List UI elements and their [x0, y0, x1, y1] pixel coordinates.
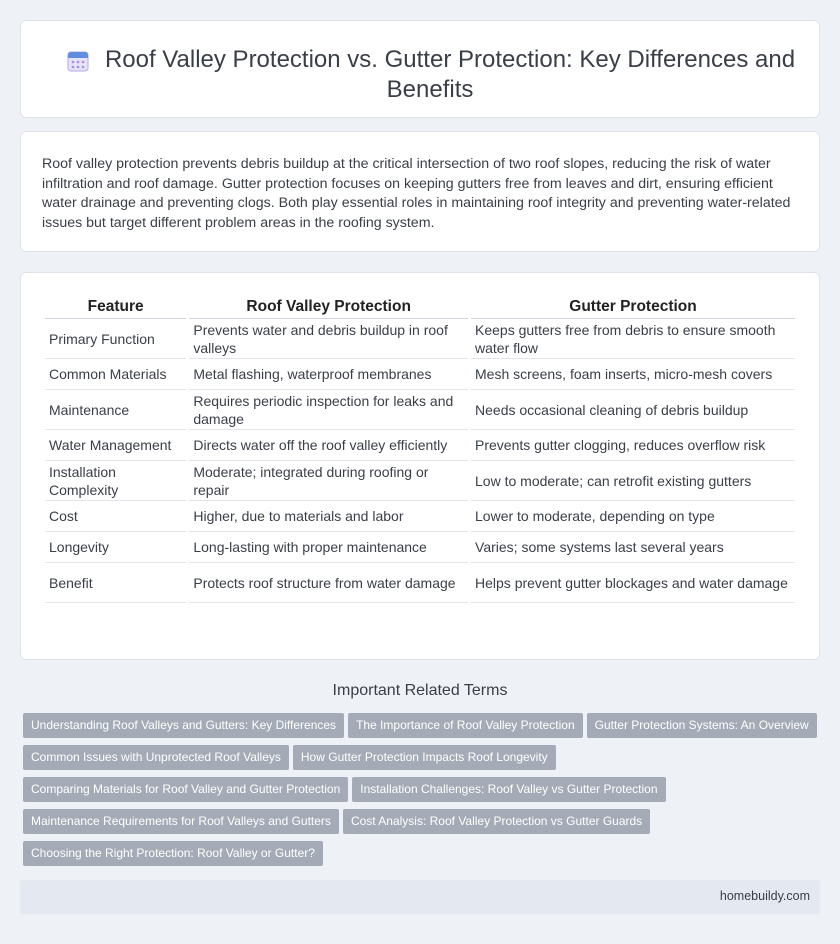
- row-gutter: Needs occasional cleaning of debris buildup: [471, 390, 795, 430]
- calendar-icon: [65, 48, 91, 74]
- header-feature: Feature: [45, 295, 186, 319]
- row-roof-valley: Requires periodic inspection for leaks and damage: [189, 390, 468, 430]
- row-feature: Longevity: [45, 532, 186, 563]
- intro-card: [20, 131, 820, 252]
- related-term-tag[interactable]: The Importance of Roof Valley Protection: [348, 713, 583, 738]
- row-gutter: Helps prevent gutter blockages and water damage: [471, 563, 795, 603]
- related-term-tag[interactable]: Choosing the Right Protection: Roof Valley or Gutter?: [23, 841, 323, 866]
- comparison-table: [42, 295, 798, 603]
- row-gutter: Keeps gutters free from debris to ensure smooth water flow: [471, 319, 795, 359]
- row-feature: Water Management: [45, 430, 186, 461]
- table-row: [45, 359, 795, 390]
- related-term-tag[interactable]: Common Issues with Unprotected Roof Valleys: [23, 745, 289, 770]
- row-feature: Maintenance: [45, 390, 186, 430]
- tag-row: [23, 809, 823, 841]
- row-roof-valley: Moderate; integrated during roofing or repair: [189, 461, 468, 501]
- title-wrap: [61, 45, 799, 105]
- table-card: [20, 272, 820, 660]
- row-roof-valley: Metal flashing, waterproof membranes: [189, 359, 468, 390]
- row-feature: Common Materials: [45, 359, 186, 390]
- intro-paragraph: Roof valley protection prevents debris buildup at the critical intersection of two roof slopes, reducing the risk of water infiltration and roof damage. Gutter protection focuses on keeping gutters free from leaves and dirt, ensuring efficient water drainage and preventing clogs. Both play essential roles in maintaining roof integrity and preventing water-related issues but target different problem areas in the roofing system.: [42, 156, 791, 231]
- related-term-tag[interactable]: Comparing Materials for Roof Valley and Gutter Protection: [23, 777, 348, 802]
- tag-row: [23, 745, 823, 777]
- row-roof-valley: Prevents water and debris buildup in roof valleys: [189, 319, 468, 359]
- row-roof-valley: Directs water off the roof valley efficiently: [189, 430, 468, 461]
- table-row: [45, 532, 795, 563]
- table-row: [45, 319, 795, 359]
- table-row: [45, 501, 795, 532]
- row-gutter: Prevents gutter clogging, reduces overflow risk: [471, 430, 795, 461]
- table-row: [45, 430, 795, 461]
- related-term-tag[interactable]: Maintenance Requirements for Roof Valleys and Gutters: [23, 809, 339, 834]
- related-term-tag[interactable]: Installation Challenges: Roof Valley vs Gutter Protection: [352, 777, 665, 802]
- related-terms-tags: [23, 713, 823, 873]
- row-roof-valley: Protects roof structure from water damage: [189, 563, 468, 603]
- table-row: [45, 461, 795, 501]
- table-row: [45, 563, 795, 603]
- row-gutter: Varies; some systems last several years: [471, 532, 795, 563]
- related-term-tag[interactable]: How Gutter Protection Impacts Roof Longevity: [293, 745, 556, 770]
- footer: [20, 880, 820, 914]
- related-term-tag[interactable]: Gutter Protection Systems: An Overview: [587, 713, 817, 738]
- row-roof-valley: Long-lasting with proper maintenance: [189, 532, 468, 563]
- row-roof-valley: Higher, due to materials and labor: [189, 501, 468, 532]
- header-gutter: Gutter Protection: [471, 295, 795, 319]
- row-gutter: Lower to moderate, depending on type: [471, 501, 795, 532]
- tag-row: [23, 777, 823, 809]
- row-feature: Primary Function: [45, 319, 186, 359]
- table-header-row: [45, 295, 795, 319]
- row-gutter: Low to moderate; can retrofit existing gutters: [471, 461, 795, 501]
- header-roof-valley: Roof Valley Protection: [189, 295, 468, 319]
- title-card: [20, 20, 820, 118]
- tag-row: [23, 713, 823, 745]
- row-feature: Cost: [45, 501, 186, 532]
- footer-site-link[interactable]: homebuildy.com: [719, 889, 810, 903]
- table-row: [45, 390, 795, 430]
- related-terms-title: Important Related Terms: [332, 682, 508, 699]
- row-gutter: Mesh screens, foam inserts, micro-mesh covers: [471, 359, 795, 390]
- row-feature: Installation Complexity: [45, 461, 186, 501]
- page-title: Roof Valley Protection vs. Gutter Protection: Key Differences and Benefits: [104, 46, 796, 103]
- related-term-tag[interactable]: Understanding Roof Valleys and Gutters: Key Differences: [23, 713, 344, 738]
- row-feature: Benefit: [45, 563, 186, 603]
- related-term-tag[interactable]: Cost Analysis: Roof Valley Protection vs Gutter Guards: [343, 809, 650, 834]
- tag-row: [23, 841, 823, 873]
